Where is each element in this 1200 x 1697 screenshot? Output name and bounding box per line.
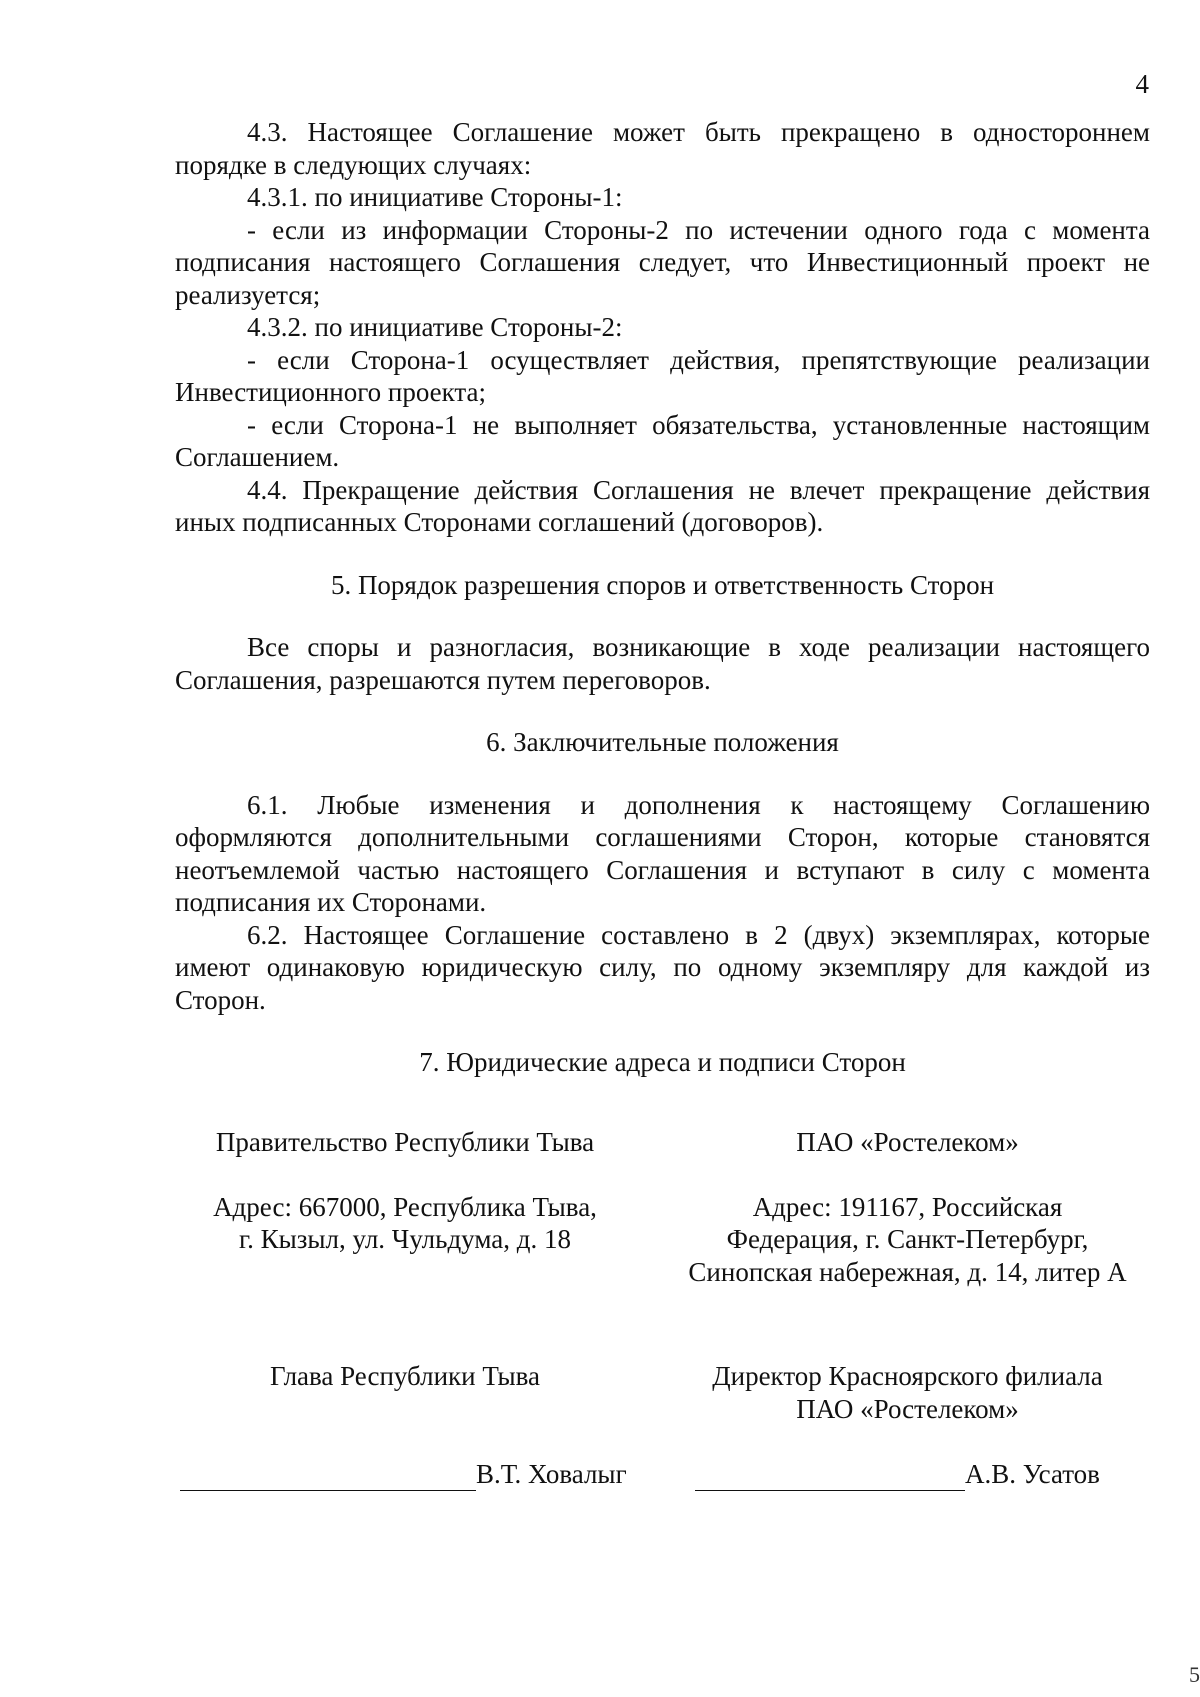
clause-4-3: 4.3. Настоящее Соглашение может быть прекращено в одностороннем порядке в следующих случаях:: [175, 117, 1150, 180]
signature-row-right: [695, 1458, 1165, 1491]
signatory-right-title-line1: Директор Красноярского филиала: [712, 1361, 1103, 1391]
signature-line-right: [695, 1464, 965, 1491]
party-right-address-line2: Федерация, г. Санкт-Петербург,: [726, 1224, 1089, 1254]
section-5-heading: 5. Порядок разрешения споров и ответственность Сторон: [330, 569, 995, 600]
party-right-address-line3: Синопская набережная, д. 14, литер А: [688, 1256, 1127, 1287]
section-5-text: Все споры и разногласия, возникающие в ходе реализации настоящего Соглашения, разрешаются путем переговоров.: [175, 632, 1150, 695]
party-right: [665, 1126, 1150, 1288]
party-left-address-line1: Адрес: 667000, Республика Тыва,: [213, 1191, 597, 1222]
clause-6-1: 6.1. Любые изменения и дополнения к настоящему Соглашению оформляются дополнительными соглашениями Сторон, которые становятся неотъемлемой частью настоящего Соглашения и вступают в силу с момента подписания их Сторонами.: [175, 789, 1150, 917]
clause-4-3-2-b: - если Сторона-1 не выполняет обязательства, установленные настоящим Соглашением.: [175, 409, 1150, 472]
party-left-name: Правительство Республики Тыва: [215, 1127, 595, 1157]
signatory-right-name: А.В. Усатов: [965, 1459, 1100, 1489]
corner-mark: 5: [1189, 1661, 1200, 1687]
clause-6-2: 6.2. Настоящее Соглашение составлено в 2 (двух) экземплярах, которые имеют одинаковую юридическую силу, по одному экземпляру для каждой из Сторон.: [175, 919, 1150, 1015]
party-right-address-line1: Адрес: 191167, Российская: [752, 1191, 1063, 1222]
signatory-right-title-line2: ПАО «Ростелеком»: [796, 1393, 1019, 1424]
party-left-address-line2: г. Кызыл, ул. Чульдума, д. 18: [239, 1224, 571, 1254]
signatory-right-title: [665, 1360, 1150, 1425]
party-left: [175, 1126, 635, 1256]
signature-line-left: [180, 1464, 476, 1491]
clause-4-3-1: 4.3.1. по инициативе Стороны-1:: [247, 182, 623, 212]
clause-4-3-2: 4.3.2. по инициативе Стороны-2:: [247, 312, 623, 342]
section-6-heading: 6. Заключительные положения: [486, 727, 839, 757]
section-7-heading: 7. Юридические адреса и подписи Сторон: [419, 1047, 906, 1077]
clause-4-3-1-a: - если из информации Стороны-2 по истечении одного года с момента подписания настоящего Соглашения следует, что Инвестиционный проект не реализуется;: [175, 214, 1150, 310]
signatory-left-title: Глава Республики Тыва: [269, 1361, 541, 1391]
party-right-address: [665, 1191, 1150, 1289]
clause-4-3-2-a: - если Сторона-1 осуществляет действия, препятствующие реализации Инвестиционного проекта;: [175, 344, 1150, 407]
signatory-left-name: В.Т. Ховалыг: [476, 1459, 627, 1489]
page-number: 4: [1135, 69, 1149, 99]
party-right-name: ПАО «Ростелеком»: [796, 1127, 1019, 1157]
clause-4-4: 4.4. Прекращение действия Соглашения не влечет прекращение действия иных подписанных Сторонами соглашений (договоров).: [175, 474, 1150, 537]
document-body: [175, 116, 1150, 1079]
signature-row-left: [180, 1458, 640, 1491]
party-left-address: [175, 1191, 635, 1256]
